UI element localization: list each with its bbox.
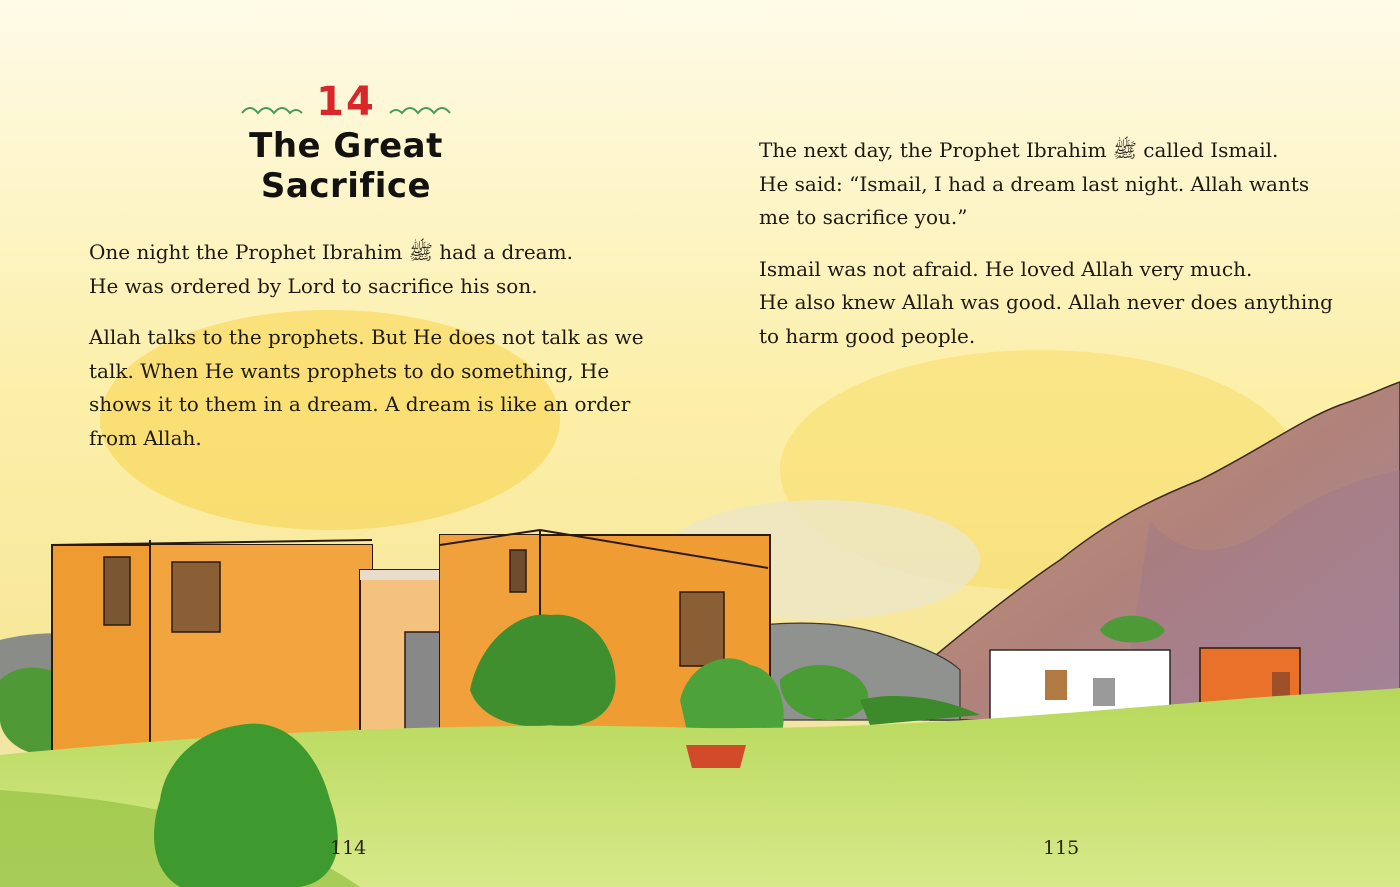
house-large [52,540,372,760]
chapter-number: 14 [316,79,376,125]
paragraph: Allah talks to the prophets. But He does not talk as we talk. When He wants prophets to do something, He shows it to them in a dream. A dream is like an order from Allah. [89,325,644,450]
paragraph: One night the Prophet Ibrahim ﷺ had a dream. He was ordered by Lord to sacrifice his son. [89,240,573,298]
paragraph: Ismail was not afraid. He loved Allah very much. He also knew Allah was good. Allah never does anything to harm good people. [759,256,1333,348]
flourish-left-icon [240,101,304,117]
bush-pot [686,745,746,768]
right-page-text [759,134,1349,371]
chapter-heading [176,76,516,206]
page-number-right: 115 [1043,837,1080,859]
left-page-text [89,236,649,473]
chapter-title: The Great Sacrifice [249,126,443,206]
flourish-right-icon [388,101,452,117]
paragraph: The next day, the Prophet Ibrahim ﷺ called Ismail. He said: “Ismail, I had a dream last night. Allah wants me to sacrifice you.” [759,138,1310,229]
page-number-left: 114 [330,837,367,859]
